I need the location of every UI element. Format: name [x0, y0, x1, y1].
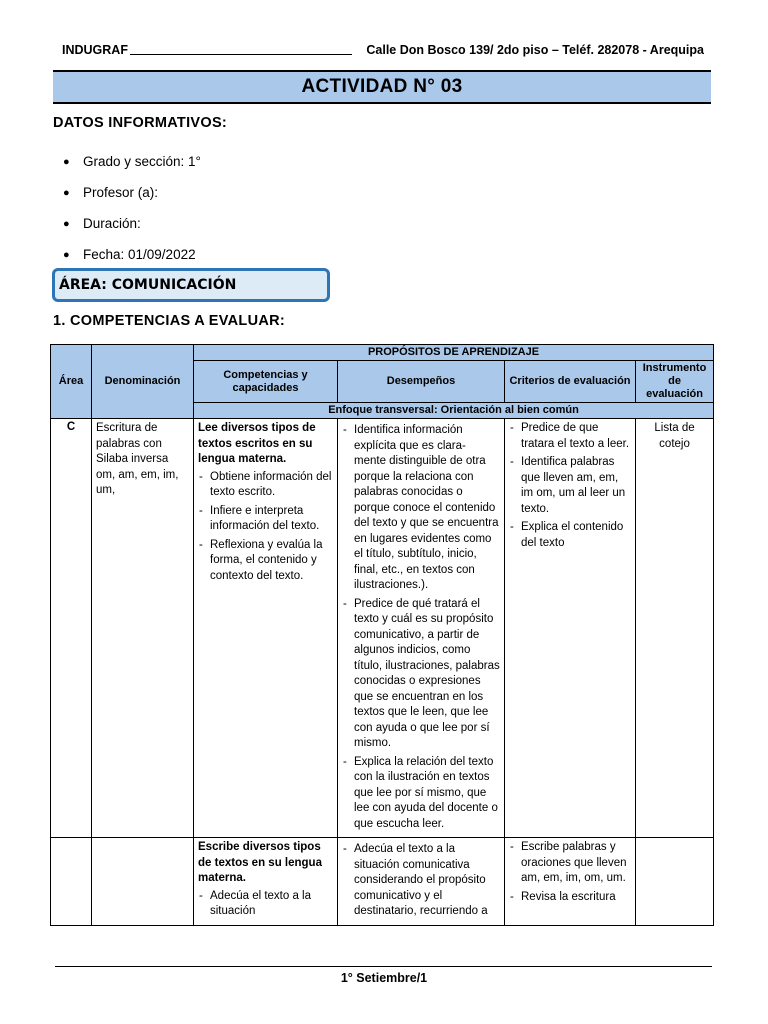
datos-item-text: Duración: [83, 216, 141, 231]
datos-item [63, 239, 201, 270]
page-footer: 1° Setiembre/1 [340, 971, 428, 985]
list-item: - Explica la relación del texto con la ilustración en textos que lee por sí mismo, que lee con ayuda del docente o que escucha leer. [342, 755, 500, 833]
desempenos-list [342, 423, 500, 832]
bullet-icon: ● [63, 248, 70, 261]
list-item: - Predice de que tratara el texto a leer. [509, 421, 631, 452]
cell-competencias [194, 838, 338, 926]
th-desempenos: Desempeños [338, 361, 505, 403]
datos-item [63, 177, 201, 208]
list-item: - Infiere e interpreta información del texto. [198, 504, 333, 535]
th-criterios: Criterios de evaluación [505, 361, 636, 403]
cell-criterios [505, 419, 636, 838]
competencias-table [50, 344, 714, 926]
header-rule [130, 54, 352, 55]
datos-heading: DATOS INFORMATIVOS: [53, 115, 228, 131]
datos-item [63, 146, 201, 177]
capacidades-list [198, 889, 333, 920]
datos-item [63, 208, 201, 239]
competencia-title: Escribe diversos tipos de textos en su lengua materna. [198, 841, 322, 884]
table-row [51, 419, 714, 838]
cell-area: C [51, 419, 92, 838]
th-competencias: Competencias y capacidades [194, 361, 338, 403]
list-item: - Revisa la escritura [509, 890, 631, 906]
datos-item-text: Grado y sección: 1° [83, 154, 201, 169]
th-denominacion: Denominación [92, 345, 194, 419]
company-block [62, 43, 352, 57]
criterios-list [509, 840, 631, 905]
list-item: - Obtiene información del texto escrito. [198, 470, 333, 501]
cell-denominacion: Escritura de palabras con Silaba inversa om, am, em, im, um, [92, 419, 194, 838]
th-propositos: PROPÓSITOS DE APRENDIZAJE [194, 345, 714, 361]
list-item: - Explica el contenido del texto [509, 520, 631, 551]
list-item: - Escribe palabras y oraciones que lleven am, em, im, om, um. [509, 840, 631, 887]
activity-title: ACTIVIDAD N° 03 [301, 76, 463, 97]
th-enfoque: Enfoque transversal: Orientación al bien común [194, 403, 714, 419]
th-area: Área [51, 345, 92, 419]
list-item: - Identifica información explícita que es clara- mente distinguible de otra porque la relaciona con palabras conocidas o porque conoce el contenido del texto y que se encuentra en lugares evidentes como el título, subtítulo, inicio, final, etc., en textos con ilustraciones.). [342, 423, 500, 594]
cell-instrumento: Lista de cotejo [636, 419, 714, 838]
datos-item-text: Profesor (a): [83, 185, 159, 200]
list-item: - Reflexiona y evalúa la forma, el contenido y contexto del texto. [198, 538, 333, 585]
competencias-heading: 1. COMPETENCIAS A EVALUAR: [53, 313, 286, 329]
footer-rule [55, 966, 712, 967]
desempenos-list [342, 842, 500, 920]
cell-criterios [505, 838, 636, 926]
list-item: - Predice de qué tratará el texto y cuál es su propósito comunicativo, a partir de algunos indicios, como título, ilustraciones, palabras conocidas o expresiones que se encuentran en los textos que le leen, que lee con ayuda o que lee por sí mismo. [342, 597, 500, 752]
company-address: Calle Don Bosco 139/ 2do piso – Teléf. 282078 - Arequipa [366, 43, 704, 57]
cell-desempenos [338, 419, 505, 838]
table-header-row [51, 345, 714, 361]
cell-desempenos [338, 838, 505, 926]
bullet-icon: ● [63, 217, 70, 230]
company-name: INDUGRAF [62, 43, 128, 57]
table-row [51, 838, 714, 926]
page-header [62, 43, 704, 57]
th-instrumento: Instrumento de evaluación [636, 361, 714, 403]
cell-competencias [194, 419, 338, 838]
list-item: - Adecúa el texto a la situación [198, 889, 333, 920]
bullet-icon: ● [63, 186, 70, 199]
datos-list [63, 146, 201, 270]
area-label: ÁREA: COMUNICACIÓN [59, 277, 237, 293]
capacidades-list [198, 470, 333, 585]
cell-denominacion [92, 838, 194, 926]
cell-area [51, 838, 92, 926]
competencia-title: Lee diversos tipos de textos escritos en su lengua materna. [198, 422, 316, 465]
list-item: - Adecúa el texto a la situación comunicativa considerando el propósito comunicativo y el destinatario, recurriendo a [342, 842, 500, 920]
area-box [52, 268, 330, 302]
cell-instrumento [636, 838, 714, 926]
datos-item-text: Fecha: 01/09/2022 [83, 247, 196, 262]
bullet-icon: ● [63, 155, 70, 168]
activity-title-bar [53, 70, 711, 104]
criterios-list [509, 421, 631, 551]
list-item: - Identifica palabras que lleven am, em, im om, um al leer un texto. [509, 455, 631, 517]
